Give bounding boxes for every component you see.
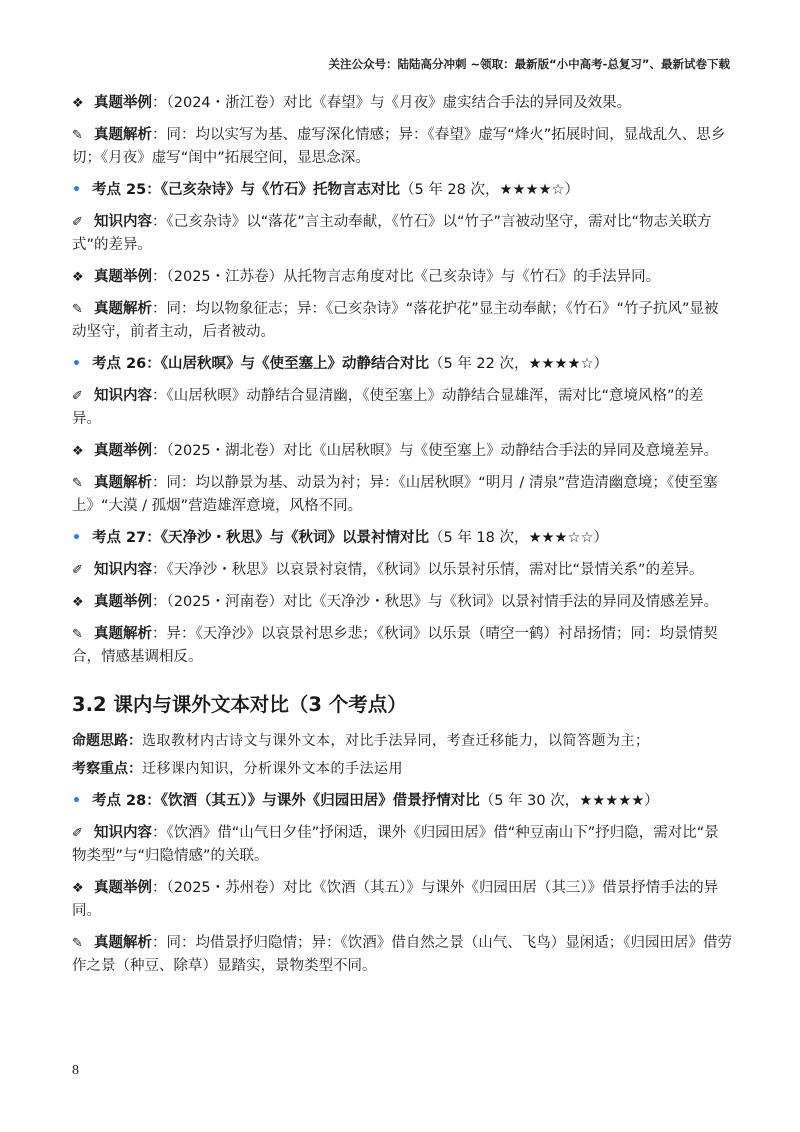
pen-icon: ✐ xyxy=(72,389,83,404)
kaodian-frequency: （5 年 30 次，★★★★★） xyxy=(479,793,659,809)
analysis-paragraph xyxy=(72,298,732,344)
section-title: 3.2 课内与课外文本对比（3 个考点） xyxy=(72,693,407,716)
diamond-icon: ❖ xyxy=(72,881,84,896)
kaodian-title: 考点 27：《天净沙・秋思》与《秋词》以景衬情对比 xyxy=(92,530,429,546)
kaodian-27-heading xyxy=(72,527,732,550)
knowledge-text: ：《饮酒》借“山气日夕佳”抒闲适，课外《归园田居》借“种豆南山下”抒归隐，需对比“景物类型”与“归隐情感”的关联。 xyxy=(72,825,719,864)
analysis-label: 真题解析 xyxy=(94,301,152,317)
knowledge-label: 知识内容 xyxy=(94,388,152,404)
bullet-icon: • xyxy=(72,356,81,372)
example-text: ：（2025・江苏卷）从托物言志角度对比《己亥杂诗》与《竹石》的手法异同。 xyxy=(152,269,661,285)
kaodian-26-heading xyxy=(72,353,732,376)
kaodian-title: 考点 28：《饮酒（其五）》与课外《归园田居》借景抒情对比 xyxy=(92,793,480,809)
knowledge-text: ：《山居秋暝》动静结合显清幽，《使至塞上》动静结合显雄浑，需对比“意境风格”的差异。 xyxy=(72,388,704,427)
diamond-icon: ❖ xyxy=(72,270,84,285)
pencil-icon: ✎ xyxy=(72,476,83,491)
analysis-label: 真题解析 xyxy=(94,475,152,491)
page-header: 关注公众号：陆陆高分冲刺 ~领取：最新版“小中高考-总复习”、最新试卷下载 xyxy=(328,57,730,71)
example-label: 真题举例 xyxy=(94,594,152,610)
example-label: 真题举例 xyxy=(94,880,152,896)
page-content xyxy=(72,92,732,987)
example-label: 真题举例 xyxy=(94,269,152,285)
example-text: ：（2025・湖北卷）对比《山居秋暝》与《使至塞上》动静结合手法的异同及意境差异。 xyxy=(152,443,719,459)
example-paragraph xyxy=(72,591,732,614)
example-paragraph xyxy=(72,266,732,289)
analysis-text: ：同：均以实写为基、虚写深化情感；异：《春望》虚写“烽火”拓展时间，显战乱久、思乡切；《月夜》虚写“闺中”拓展空间，显思念深。 xyxy=(72,127,726,166)
knowledge-label: 知识内容 xyxy=(94,562,152,578)
analysis-paragraph xyxy=(72,623,732,669)
knowledge-paragraph xyxy=(72,822,732,868)
pen-icon: ✐ xyxy=(72,826,83,841)
analysis-text: ：同：均借景抒归隐情；异：《饮酒》借自然之景（山气、飞鸟）显闲适；《归园田居》借劳作之景（种豆、除草）显踏实，景物类型不同。 xyxy=(72,935,732,974)
knowledge-paragraph xyxy=(72,385,732,431)
analysis-paragraph xyxy=(72,932,732,978)
example-label: 真题举例 xyxy=(94,443,152,459)
kaodian-28-heading xyxy=(72,790,732,813)
proposition-idea xyxy=(72,730,732,752)
analysis-paragraph xyxy=(72,124,732,170)
kaodian-title: 考点 26：《山居秋暝》与《使至塞上》动静结合对比 xyxy=(92,356,429,372)
analysis-paragraph xyxy=(72,472,732,518)
idea-label: 命题思路： xyxy=(72,733,142,749)
example-paragraph xyxy=(72,92,732,115)
kaodian-frequency: （5 年 22 次，★★★★☆） xyxy=(428,356,608,372)
page-number: 8 xyxy=(72,1063,79,1078)
knowledge-label: 知识内容 xyxy=(94,825,152,841)
kaodian-title: 考点 25：《己亥杂诗》与《竹石》托物言志对比 xyxy=(92,182,400,198)
example-text: ：（2024・浙江卷）对比《春望》与《月夜》虚实结合手法的异同及效果。 xyxy=(152,95,632,111)
kaodian-frequency: （5 年 18 次，★★★☆☆） xyxy=(428,530,608,546)
knowledge-text: ：《己亥杂诗》以“落花”言主动奉献，《竹石》以“竹子”言被动坚守，需对比“物志关联方式”的差异。 xyxy=(72,214,712,253)
focus-text: 迁移课内知识，分析课外文本的手法运用 xyxy=(142,761,403,777)
bullet-icon: • xyxy=(72,182,81,198)
example-text: ：（2025・河南卷）对比《天净沙・秋思》与《秋词》以景衬情手法的异同及情感差异。 xyxy=(152,594,719,610)
example-paragraph xyxy=(72,440,732,463)
exam-focus xyxy=(72,758,732,780)
pencil-icon: ✎ xyxy=(72,128,83,143)
knowledge-paragraph xyxy=(72,211,732,257)
analysis-label: 真题解析 xyxy=(94,626,152,642)
analysis-label: 真题解析 xyxy=(94,935,152,951)
kaodian-frequency: （5 年 28 次，★★★★☆） xyxy=(399,182,579,198)
analysis-text: ：同：均以物象征志；异：《己亥杂诗》“落花护花”显主动奉献；《竹石》“竹子抗风”显被动坚守，前者主动，后者被动。 xyxy=(72,301,719,340)
analysis-label: 真题解析 xyxy=(94,127,152,143)
idea-text: 选取教材内古诗文与课外文本，对比手法异同，考查迁移能力，以简答题为主； xyxy=(142,733,650,749)
knowledge-paragraph xyxy=(72,559,732,582)
kaodian-25-heading xyxy=(72,179,732,202)
pencil-icon: ✎ xyxy=(72,302,83,317)
pencil-icon: ✎ xyxy=(72,627,83,642)
diamond-icon: ❖ xyxy=(72,595,84,610)
pen-icon: ✐ xyxy=(72,215,83,230)
bullet-icon: • xyxy=(72,793,81,809)
example-paragraph xyxy=(72,877,732,923)
example-label: 真题举例 xyxy=(94,95,152,111)
knowledge-text: ：《天净沙・秋思》以哀景衬哀情，《秋词》以乐景衬乐情，需对比“景情关系”的差异。 xyxy=(152,562,704,578)
analysis-text: ：异：《天净沙》以哀景衬思乡悲；《秋词》以乐景（晴空一鹤）衬昂扬情；同：均景情契合，情感基调相反。 xyxy=(72,626,718,665)
example-text: ：（2025・苏州卷）对比《饮酒（其五）》与课外《归园田居（其三）》借景抒情手法的异同。 xyxy=(72,880,719,919)
knowledge-label: 知识内容 xyxy=(94,214,152,230)
focus-label: 考察重点： xyxy=(72,761,142,777)
bullet-icon: • xyxy=(72,530,81,546)
analysis-text: ：同：均以静景为基、动景为衬；异：《山居秋暝》“明月 / 清泉”营造清幽意境；《使至塞上》“大漠 / 孤烟”营造雄浑意境，风格不同。 xyxy=(72,475,718,514)
pencil-icon: ✎ xyxy=(72,936,83,951)
diamond-icon: ❖ xyxy=(72,444,84,459)
pen-icon: ✐ xyxy=(72,563,83,578)
diamond-icon: ❖ xyxy=(72,96,84,111)
